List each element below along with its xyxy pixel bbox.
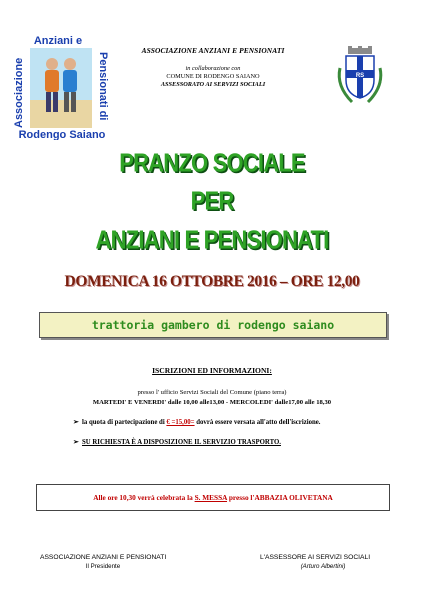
title-line-2: PER (190, 185, 234, 216)
mass-event: S. MESSA (194, 493, 228, 502)
fee-amount: € =15,00= (166, 419, 195, 426)
venue-box: trattoria gambero di rodengo saiano (39, 312, 387, 338)
title-line-3: ANZIANI E PENSIONATI (95, 224, 329, 255)
organization-name: ASSOCIAZIONE ANZIANI E PENSIONATI (141, 46, 285, 55)
footer-left-org: ASSOCIAZIONE ANZIANI E PENSIONATI (40, 554, 167, 561)
footer-right-org: L'ASSESSORE AI SERVIZI SOCIALI (260, 554, 371, 561)
logo-right-text: Pensionati di (97, 52, 109, 121)
assessorato-name: ASSESSORATO AI SERVIZI SOCIALI (160, 81, 266, 88)
info-location: presso l' ufficio Servizi Sociali del Comune (piano terra) (137, 389, 287, 396)
logo-top-text: Anziani e (33, 35, 83, 47)
info-hours: MARTEDI' E VENERDI' dalle 10,00 alle13,00 - MERCOLEDI' dalle17,00 alle 18,30 (92, 399, 332, 406)
municipal-crest-icon (334, 46, 386, 108)
logo-left-text: Associazione (13, 57, 25, 128)
footer-left-role: Il Presidente (85, 563, 121, 570)
info-heading: ISCRIZIONI ED INFORMAZIONI: (152, 366, 272, 375)
transport-text: SU RICHIESTA È A DISPOSIZIONE IL SERVIZIO TRASPORTO. (82, 439, 281, 446)
arrow-bullet-icon: ➢ (73, 439, 79, 446)
event-date: DOMENICA 16 OTTOBRE 2016 – ORE 12,00 (64, 273, 360, 290)
crest-initials: RS (355, 73, 365, 79)
comune-name: COMUNE DI RODENGO SAIANO (166, 73, 260, 80)
mass-text-pre: Alle ore 10,30 verrà celebrata la (93, 493, 195, 502)
fee-text-pre: la quota di partecipazione di (82, 419, 167, 426)
footer-right-name: (Arturo Albertini) (300, 563, 346, 570)
bullet-transport (73, 438, 357, 447)
mass-text-post: presso l'ABBAZIA OLIVETANA (227, 493, 333, 502)
collaboration-text: in collaborazione con (185, 65, 241, 72)
mass-notice-box (36, 484, 390, 511)
header-block (120, 46, 306, 88)
fee-text-post: dovrà essere versata all'atto dell'iscrizione. (194, 419, 321, 426)
arrow-bullet-icon: ➢ (73, 419, 79, 426)
logo-bottom-text: Rodengo Saiano (18, 129, 106, 140)
association-logo (10, 30, 110, 140)
title-line-1: PRANZO SOCIALE (119, 147, 305, 178)
bullet-fee (73, 418, 357, 427)
